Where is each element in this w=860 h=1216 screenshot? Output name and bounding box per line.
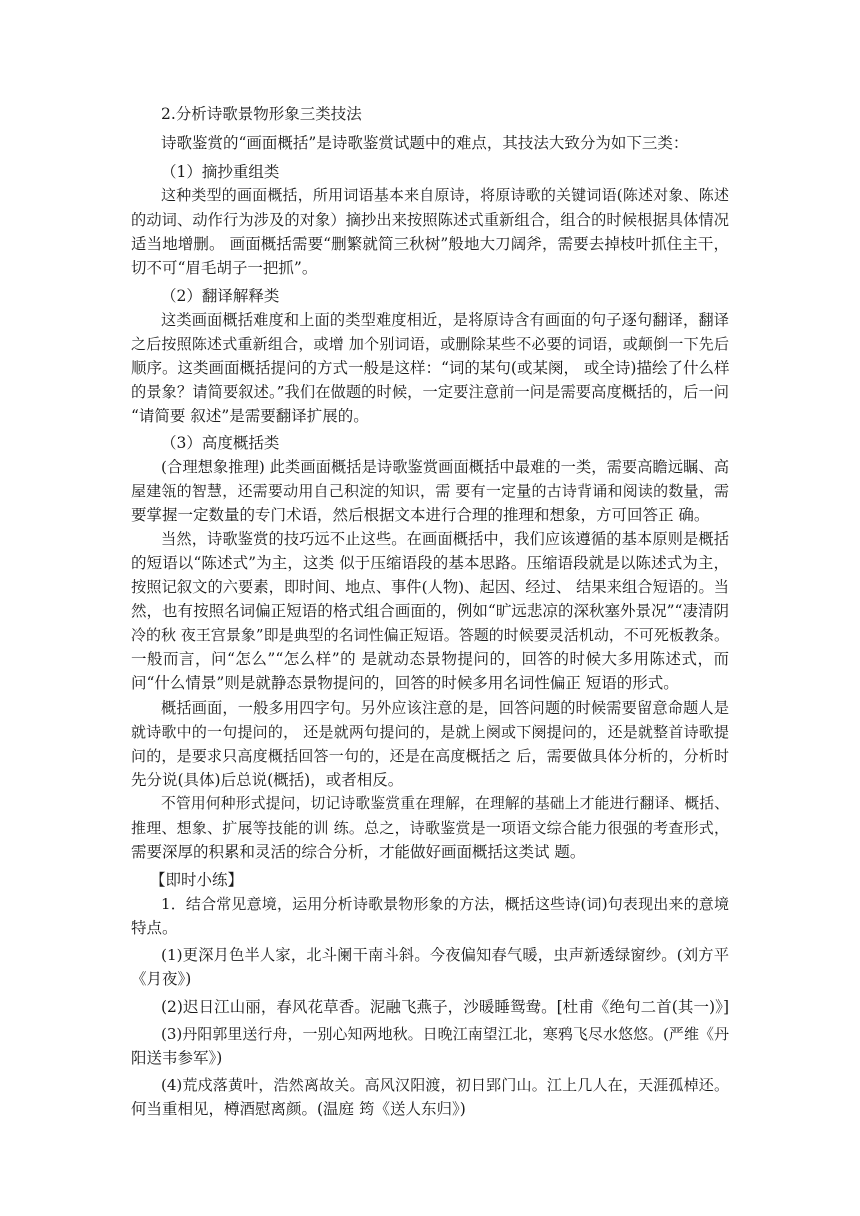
paragraph-line: 问“什么情景”则是就静态景物提问的，回答的时候多用名词性偏正 短语的形式。 [131,674,679,692]
paragraph-line: 先分说(具体)后总说(概括)，或者相反。 [131,771,404,789]
practice-heading: 【即时小练】 [150,871,244,889]
question-line: 特点。 [131,919,178,937]
paragraph-line: 这类画面概括难度和上面的类型难度相近，是将原诗含有画面的句子逐句翻译，翻译 [161,311,729,329]
paragraph-line: 切不可“眉毛胡子一把抓”。 [131,259,318,277]
paragraph-line: 就诗歌中的一句提问的， 还是就两句提问的，是就上阕或下阕提问的，还是就整首诗歌提 [131,723,729,741]
paragraph-line: 顺序。这类画面概括提问的方式一般是这样：“词的某句(或某阕， 或全诗)描绘了什么样 [131,359,730,377]
poem-item-4: 何当重相见，樽酒慰离颜。(温庭 筠《送人东归》) [131,1100,466,1118]
poem-item-3: 阳送韦参军》) [131,1049,223,1067]
paragraph-line: 概括画面，一般多用四字句。另外应该注意的是，回答问题的时候需要留意命题人是 [161,699,729,717]
paragraph-line: 的短语以“陈述式”为主，这类 似于压缩语段的基本思路。压缩语段就是以陈述式为主， [131,554,729,572]
poem-item-3: (3)丹阳郭里送行舟，一别心知两地秋。日晚江南望江北，寒鸦飞尽水悠悠。(严维《丹 [161,1025,729,1043]
paragraph-line: 然，也有按照名词偏正短语的格式组合画面的，例如“旷远悲凉的深秋塞外景况”“凄清阴 [131,602,729,620]
paragraph-line: “请简要 叙述”是需要翻译扩展的。 [131,407,369,425]
subheading-3: （3）高度概括类 [161,434,280,452]
intro-line: 诗歌鉴赏的“画面概括”是诗歌鉴赏试题中的难点，其技法大致分为如下三类： [161,134,689,152]
paragraph-line: 冷的秋 夜王宫景象”即是典型的名词性偏正短语。答题的时候要灵活机动，不可死板教条。 [131,626,729,644]
poem-item-4: (4)荒戍落黄叶，浩然离故关。高风汉阳渡，初日郢门山。江上几人在，天涯孤棹还。 [161,1076,729,1094]
paragraph-line: 之后按照陈述式重新组合，或增 加个别词语，或删除某些不必要的词语，或颠倒一下先后 [131,335,729,353]
paragraph-line: 不管用何种形式提问，切记诗歌鉴赏重在理解，在理解的基础上才能进行翻译、概括、 [161,795,729,812]
paragraph-line: 适当地增删。 画面概括需要“删繁就简三秋树”般地大刀阔斧，需要去掉枝叶抓住主干， [131,235,729,253]
paragraph-line: (合理想象推理) 此类画面概括是诗歌鉴赏画面概括中最难的一类，需要高瞻远瞩、高 [161,458,729,476]
paragraph-line: 要掌握一定数量的专门术语，然后根据文本进行合理的推理和想象，方可回答正 确。 [131,506,710,524]
paragraph-line: 当然，诗歌鉴赏的技巧远不止这些。在画面概括中，我们应该遵循的基本原则是概括 [161,530,729,548]
question-line: 1．结合常见意境，运用分析诗歌景物形象的方法，概括这些诗(词)句表现出来的意境 [161,895,729,913]
poem-item-2: (2)迟日江山丽，春风花草香。泥融飞燕子，沙暖睡鸳鸯。[杜甫《绝句二首(其一)》] [161,998,729,1016]
subheading-2: （2）翻译解释类 [161,287,280,305]
paragraph-line: 一般而言，问“怎么”“怎么样”的 是就动态景物提问的，回答的时候大多用陈述式，而 [131,650,729,668]
poem-item-1: 《月夜》) [131,970,192,988]
paragraph-line: 推理、想象、扩展等技能的训 练。总之，诗歌鉴赏是一项语文综合能力很强的考查形式， [131,819,729,837]
paragraph-line: 需要深厚的积累和灵活的综合分析，才能做好画面概括这类试 题。 [131,843,586,861]
paragraph-line: 屋建瓴的智慧，还需要动用自己积淀的知识，需 要有一定量的古诗背诵和阅读的数量，需 [131,482,729,500]
paragraph-line: 的动词、动作行为涉及的对象）摘抄出来按照陈述式重新组合，组合的时候根据具体情况 [131,211,729,229]
paragraph-line: 按照记叙文的六要素，即时间、地点、事件(人物)、起因、经过、 结果来组合短语的。当 [131,578,729,596]
paragraph-line: 这种类型的画面概括，所用词语基本来自原诗，将原诗歌的关键词语(陈述对象、陈述 [161,186,729,204]
paragraph-line: 问的，是要求只高度概括回答一句的，还是在高度概括之 后，需要做具体分析的，分析时 [131,747,729,765]
poem-item-1: (1)更深月色半人家，北斗阑干南斗斜。今夜偏知春气暖，虫声新透绿窗纱。(刘方平 [161,946,729,964]
subheading-1: （1）摘抄重组类 [161,163,280,181]
section-heading: 2.分析诗歌景物形象三类技法 [161,105,362,123]
paragraph-line: 的景象？请简要叙述。”我们在做题的时候，一定要注意前一问是需要高度概括的，后一问 [131,383,729,401]
